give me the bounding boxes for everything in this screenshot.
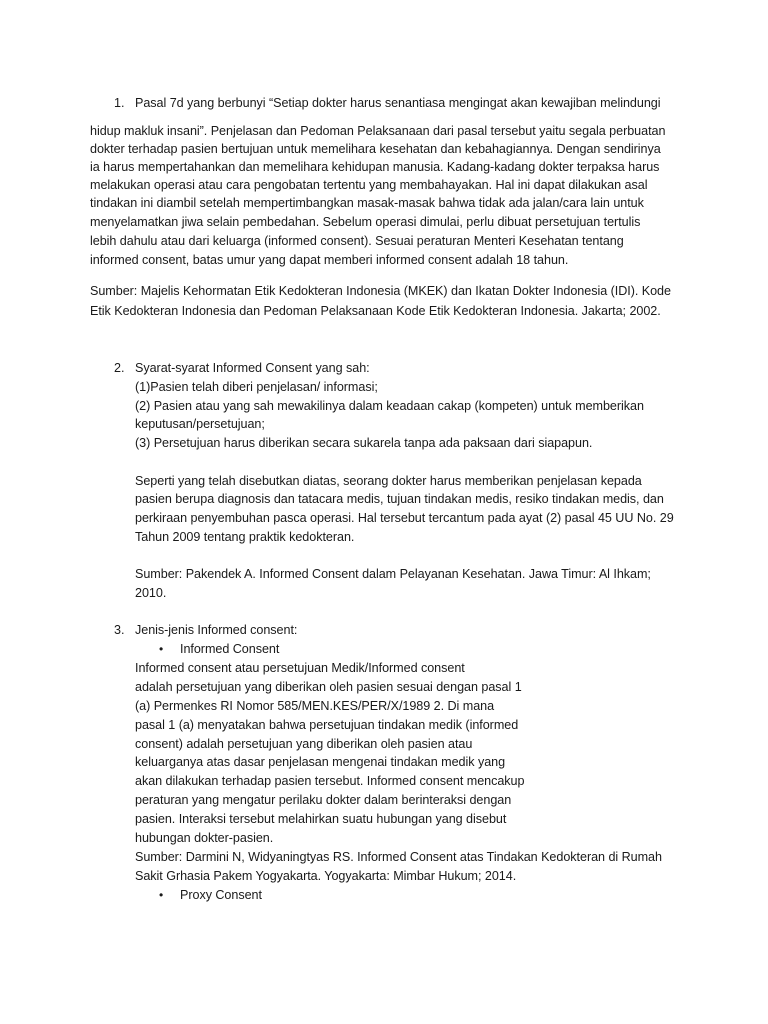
list-number-3: 3. [114,623,125,637]
requirement-line: (2) Pasien atau yang sah mewakilinya dalam keadaan cakap (kompeten) untuk memberikan [135,399,644,413]
paragraph-line: pasal 1 (a) menyatakan bahwa persetujuan tindakan medik (informed [135,718,519,732]
paragraph-line: ia harus mempertahankan dan memelihara kehidupan manusia. Kadang-kadang dokter terpaksa harus [90,160,660,174]
paragraph-line: akan dilakukan terhadap pasien tersebut. Informed consent mencakup [135,774,525,788]
section3-title: Jenis-jenis Informed consent: [135,623,298,637]
list-number-2: 2. [114,361,125,375]
paragraph-line: keluarganya atas dasar penjelasan mengenai tindakan medik yang [135,755,506,769]
bullet-icon: • [159,888,164,902]
requirement-line: keputusan/persetujuan; [135,417,265,431]
paragraph-line: dokter terhadap pasien bertujuan untuk memelihara kesehatan dan kebahagiannya. Dengan sendirinya [90,142,661,156]
source-citation-line: Etik Kedokteran Indonesia dan Pedoman Pelaksanaan Kode Etik Kedokteran Indonesia. Jakarta; 2002. [90,304,661,318]
section1-first-line: Pasal 7d yang berbunyi “Setiap dokter harus senantiasa mengingat akan kewajiban melindungi [135,96,661,110]
paragraph-line: hidup makluk insani”. Penjelasan dan Pedoman Pelaksanaan dari pasal tersebut yaitu segala perbuatan [90,124,666,138]
paragraph-line: adalah persetujuan yang diberikan oleh pasien sesuai dengan pasal 1 [135,680,522,694]
source-citation-line: 2010. [135,586,167,600]
paragraph-line: pasien. Interaksi tersebut melahirkan suatu hubungan yang disebut [135,812,507,826]
bullet-item-proxy-consent: Proxy Consent [180,888,262,902]
paragraph-line: lebih dahulu atau dari keluarga (informed consent). Sesuai peraturan Menteri Kesehatan tentang [90,234,624,248]
source-citation-line: Sumber: Majelis Kehormatan Etik Kedokteran Indonesia (MKEK) dan Ikatan Dokter Indonesia (IDI). Kode [90,284,671,298]
requirement-line: (3) Persetujuan harus diberikan secara sukarela tanpa ada paksaan dari siapapun. [135,436,593,450]
source-citation-line: Sumber: Pakendek A. Informed Consent dalam Pelayanan Kesehatan. Jawa Timur: Al Ihkam; [135,567,651,581]
section2-title: Syarat-syarat Informed Consent yang sah: [135,361,370,375]
paragraph-line: informed consent, batas umur yang dapat memberi informed consent adalah 18 tahun. [90,253,569,267]
paragraph-line: pasien berupa diagnosis dan tatacara medis, tujuan tindakan medis, resiko tindakan medis, dan [135,492,664,506]
bullet-icon: • [159,642,164,656]
paragraph-line: Seperti yang telah disebutkan diatas, seorang dokter harus memberikan penjelasan kepada [135,474,642,488]
source-citation-line: Sakit Grhasia Pakem Yogyakarta. Yogyakarta: Mimbar Hukum; 2014. [135,869,517,883]
paragraph-line: (a) Permenkes RI Nomor 585/MEN.KES/PER/X/1989 2. Di mana [135,699,495,713]
paragraph-line: menyelamatkan jiwa selain pembedahan. Sebelum operasi dimulai, perlu dibuat persetujuan tertulis [90,215,641,229]
paragraph-line: peraturan yang mengatur perilaku dokter dalam berinteraksi dengan [135,793,512,807]
paragraph-line: consent) adalah persetujuan yang diberikan oleh pasien atau [135,737,473,751]
requirement-line: (1)Pasien telah diberi penjelasan/ informasi; [135,380,378,394]
paragraph-line: Informed consent atau persetujuan Medik/Informed consent [135,661,465,675]
paragraph-line: hubungan dokter-pasien. [135,831,274,845]
list-number-1: 1. [114,96,125,110]
source-citation-line: Sumber: Darmini N, Widyaningtyas RS. Informed Consent atas Tindakan Kedokteran di Rumah [135,850,662,864]
paragraph-line: tindakan ini diambil setelah mempertimbangkan masak-masak bahwa tidak ada jalan/cara lain untuk [90,196,644,210]
bullet-item-informed-consent: Informed Consent [180,642,280,656]
paragraph-line: perkiraan penyembuhan pasca operasi. Hal tersebut tercantum pada ayat (2) pasal 45 UU No. 29 [135,511,674,525]
paragraph-line: Tahun 2009 tentang praktik kedokteran. [135,530,355,544]
paragraph-line: melakukan operasi atau cara pengobatan tertentu yang membahayakan. Hal ini dapat dilakukan asal [90,178,648,192]
